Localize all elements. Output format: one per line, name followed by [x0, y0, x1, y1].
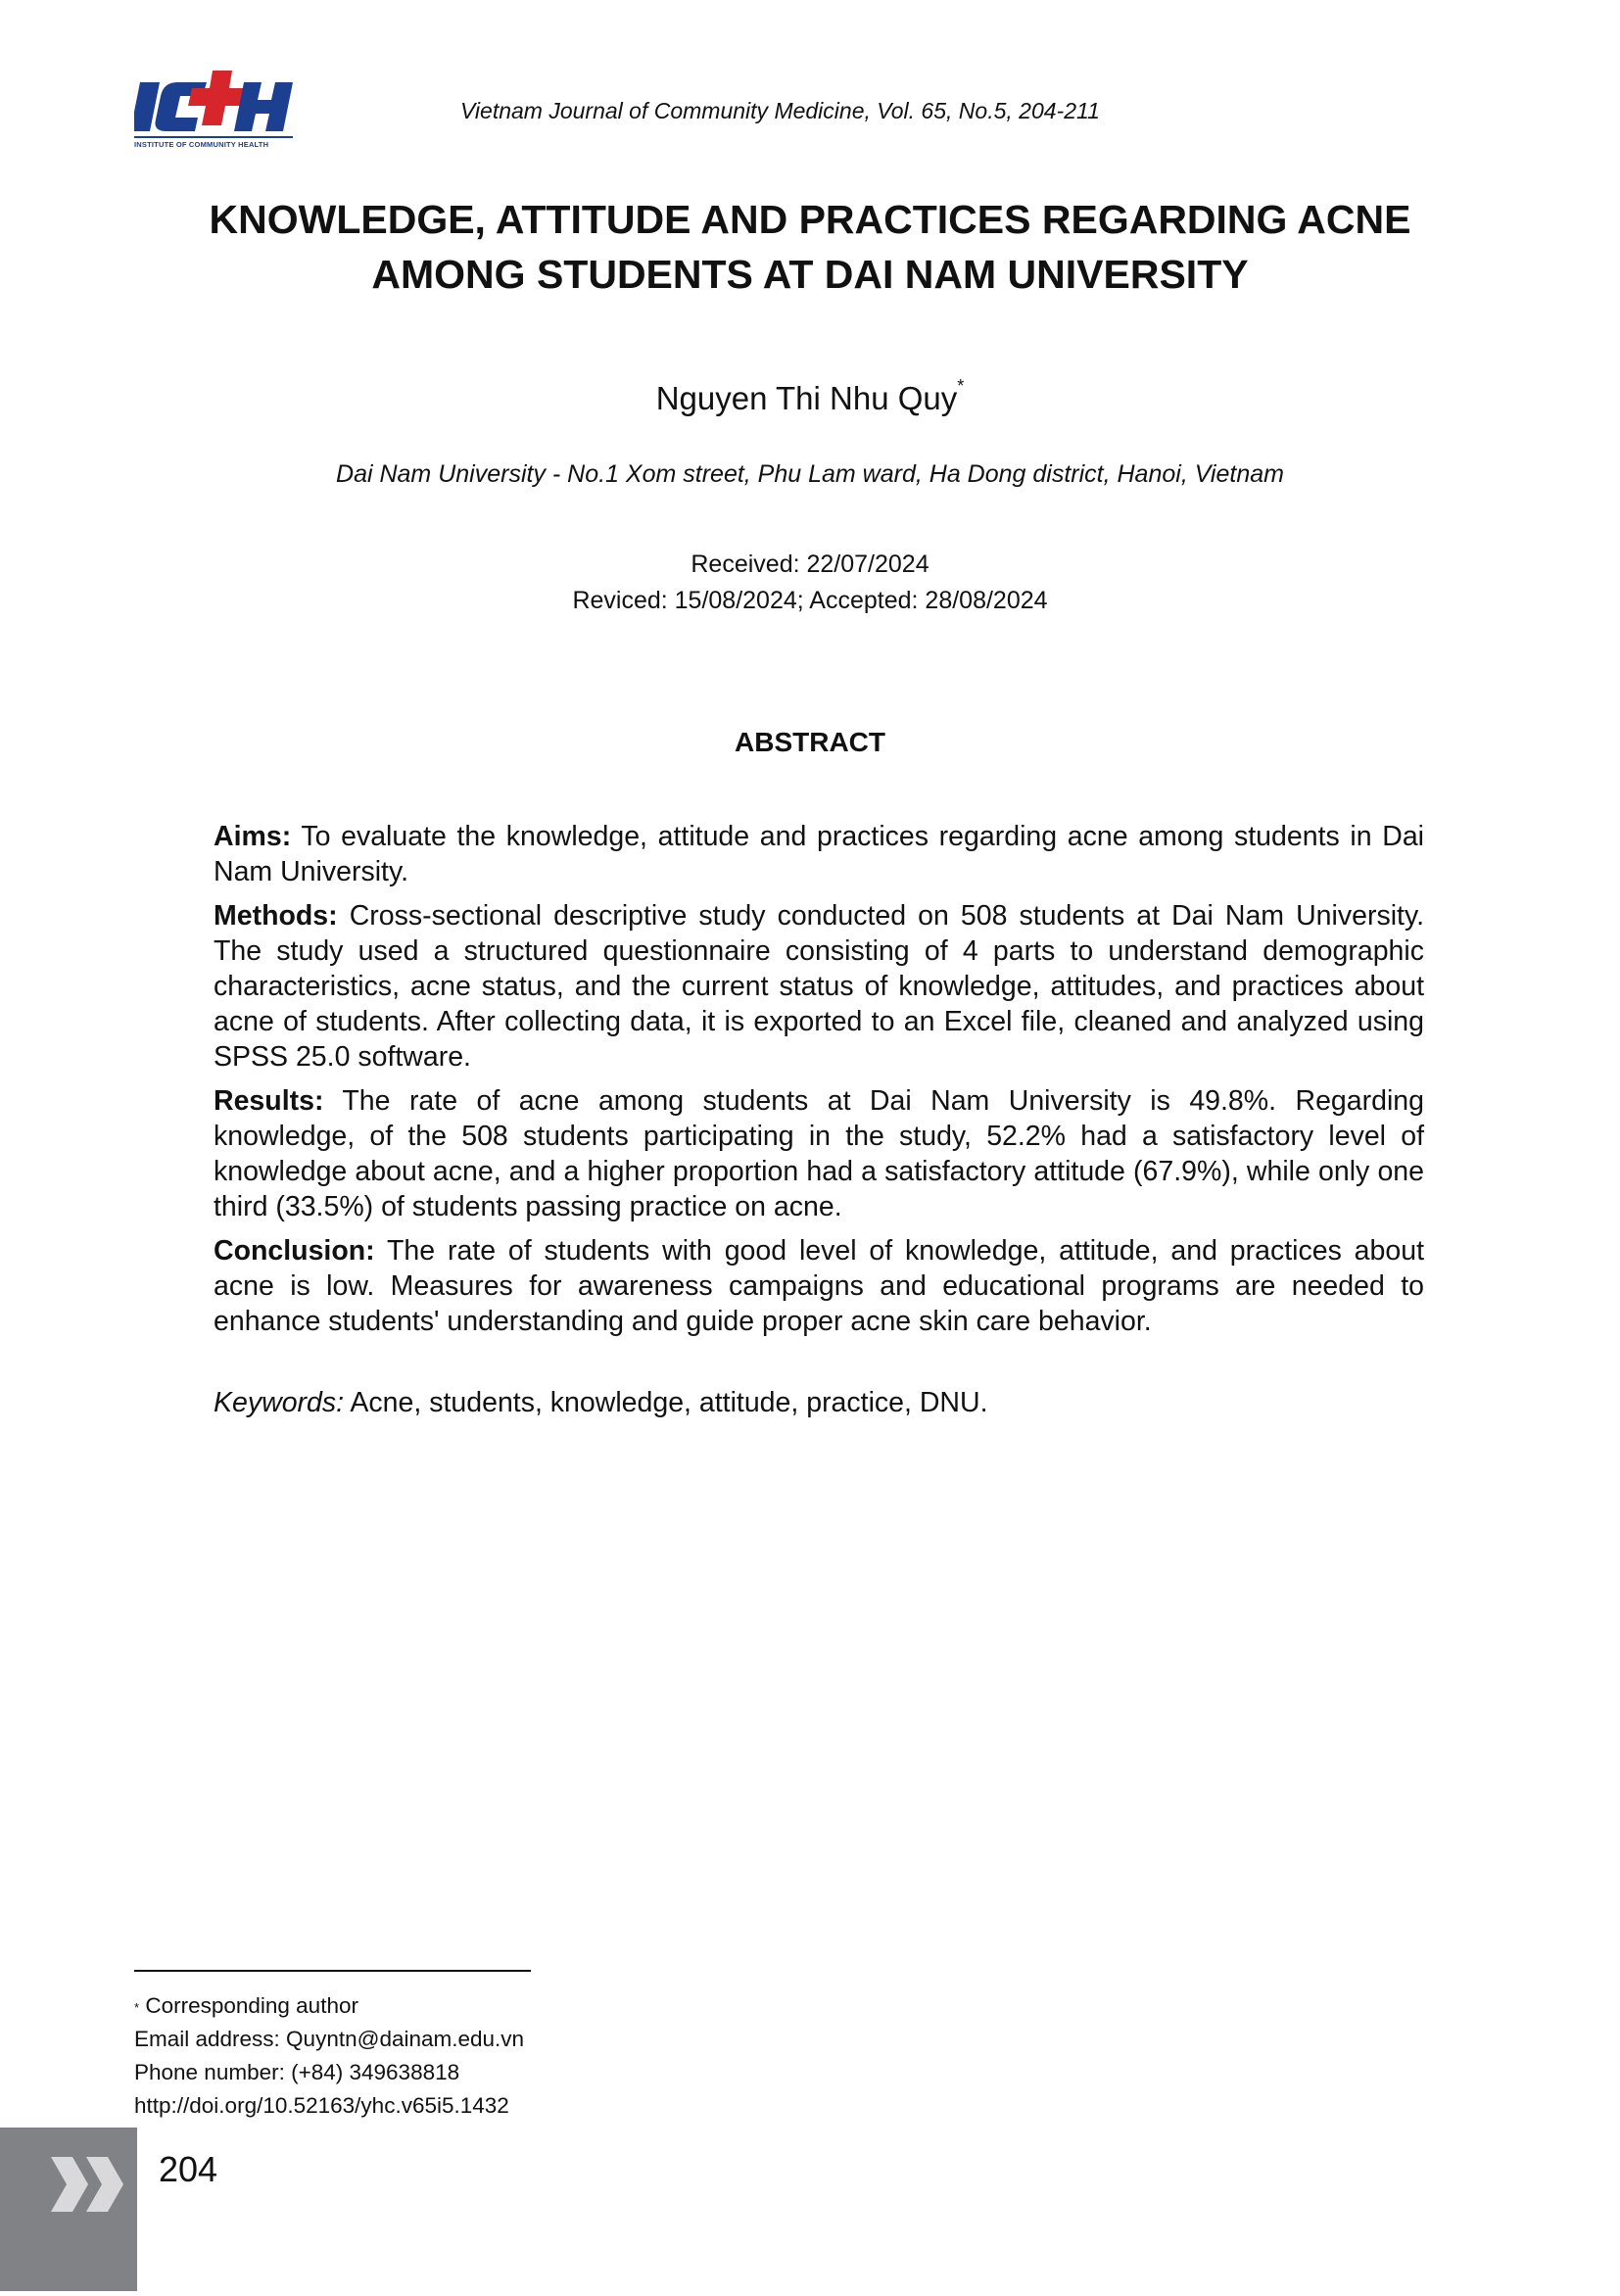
author-mark: * — [957, 376, 965, 396]
email-note: Email address: Quyntn@dainam.edu.vn — [134, 2027, 525, 2051]
corresponding-text: Corresponding author — [145, 1993, 358, 2018]
doi-link[interactable]: http://doi.org/10.52163/yhc.v65i5.1432 — [134, 2093, 509, 2118]
corresponding-note — [134, 1989, 820, 2023]
section-text: Cross-sectional descriptive study conducted on 508 students at Dai Nam University. The study used a structured questionnaire consisting of 4 parts to understand demographic characteristics, acne status, and the current status of knowledge, attitudes, and practices about acne of students. After collecting data, it is exported to an Excel file, cleaned and analyzed using SPSS 25.0 software. — [214, 900, 1424, 1073]
abstract-results — [214, 1083, 1424, 1224]
section-text: The rate of acne among students at Dai Nam University is 49.8%. Regarding knowledge, of the 508 students participating in the study, 52.2% had a satisfactory level of knowledge about acne, and a higher proportion had a satisfactory attitude (67.9%), while only one third (33.5%) of students passing practice on acne. — [214, 1085, 1424, 1222]
section-text: The rate of students with good level of knowledge, attitude, and practices about acne is low. Measures for awareness campaigns and educational programs are needed to enhance students' understanding and guide proper acne skin care behavior. — [214, 1235, 1424, 1337]
journal-logo — [134, 71, 293, 159]
logo-caption: INSTITUTE OF COMMUNITY HEALTH — [134, 136, 293, 149]
page-number: 204 — [159, 2149, 218, 2189]
title-line: AMONG STUDENTS AT DAI NAM UNIVERSITY — [371, 252, 1249, 297]
section-label: Aims: — [214, 821, 292, 852]
section-text: To evaluate the knowledge, attitude and practices regarding acne among students in Dai Nam University. — [214, 821, 1425, 887]
page-tab — [0, 2128, 137, 2291]
title-line: KNOWLEDGE, ATTITUDE AND PRACTICES REGARDING ACNE — [209, 197, 1411, 242]
keywords-label: Keywords: — [214, 1387, 345, 1418]
abstract-heading: ABSTRACT — [735, 727, 885, 757]
abstract-aims — [214, 819, 1424, 889]
abstract-conclusion — [214, 1233, 1424, 1339]
journal-citation: Vietnam Journal of Community Medicine, Vol. 65, No.5, 204-211 — [460, 98, 1100, 123]
section-label: Conclusion: — [214, 1235, 375, 1267]
author-name — [0, 376, 1620, 417]
double-chevron-right-icon — [0, 2128, 137, 2291]
abstract-body — [214, 819, 1424, 1348]
keywords — [214, 1385, 1424, 1420]
ich-logo-mark-icon — [134, 71, 293, 135]
received-date: Received: 22/07/2024 — [691, 550, 929, 578]
article-dates — [0, 547, 1620, 619]
revised-accepted-date: Reviced: 15/08/2024; Accepted: 28/08/2024 — [572, 587, 1048, 614]
section-label: Results: — [214, 1085, 324, 1117]
keywords-text: Acne, students, knowledge, attitude, practice, DNU. — [350, 1387, 988, 1418]
author-text: Nguyen Thi Nhu Quy — [655, 380, 958, 416]
section-label: Methods: — [214, 900, 338, 932]
affiliation: Dai Nam University - No.1 Xom street, Phu Lam ward, Ha Dong district, Hanoi, Vietnam — [336, 460, 1284, 488]
footnotes — [134, 1963, 820, 2123]
phone-note: Phone number: (+84) 349638818 — [134, 2060, 460, 2084]
article-title — [98, 192, 1522, 302]
abstract-methods — [214, 898, 1424, 1075]
footnote-mark: * — [134, 2000, 140, 2015]
